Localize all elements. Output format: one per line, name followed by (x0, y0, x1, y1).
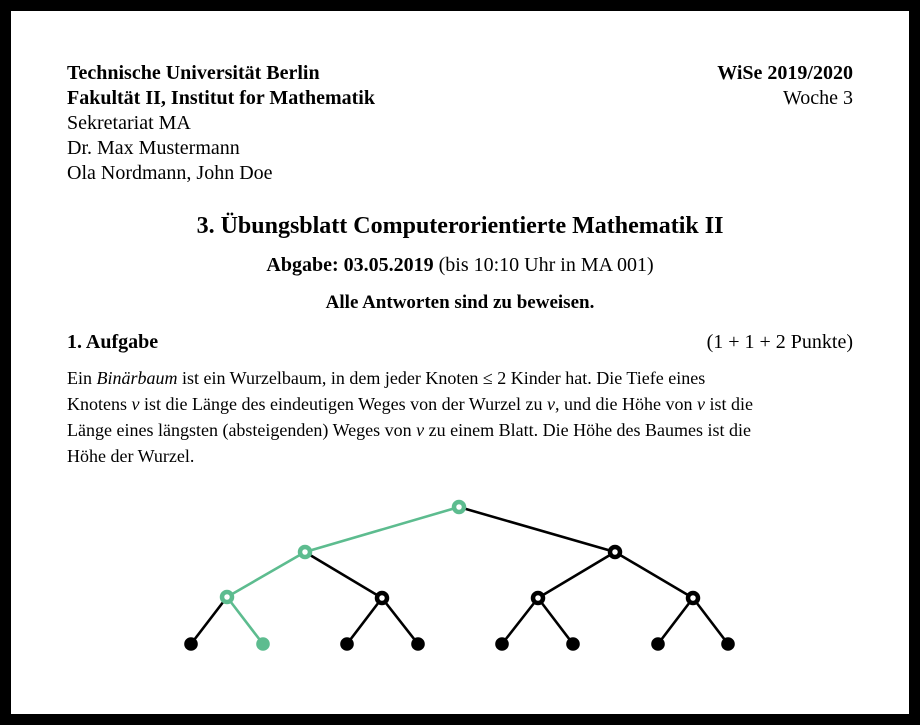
tree-node-l6 (651, 637, 665, 651)
tree-node-l1 (256, 637, 270, 651)
tree-node-n20 (222, 592, 232, 602)
text-segment: Ein (67, 368, 97, 388)
exercise-paragraph (67, 365, 853, 469)
sheet-title: 3. Übungsblatt Computerorientierte Mathematik II (196, 213, 724, 239)
week-label: Woche 3 (782, 87, 853, 109)
tree-edge-root-n10 (305, 507, 459, 552)
page-content (11, 11, 909, 661)
text-segment: ist ein Wurzelbaum, in dem jeder Knoten ≤ 2 Kinder hat. Die Tiefe eines (177, 368, 706, 388)
submission-details: (bis 10:10 Uhr in MA 001) (433, 254, 654, 276)
notice-line: Alle Antworten sind zu beweisen. (325, 292, 595, 313)
secretariat-label: Sekretariat MA (67, 112, 191, 134)
text-segment: ist die (705, 394, 754, 414)
lecturer-name: Dr. Max Mustermann (67, 137, 240, 159)
tree-node-l2 (340, 637, 354, 651)
italic-term: Binärbaum (96, 368, 178, 388)
tree-node-l4 (495, 637, 509, 651)
header-left-block (67, 61, 375, 186)
tree-node-l5 (566, 637, 580, 651)
tree-edge-root-n11 (459, 507, 615, 552)
italic-term: v (416, 420, 425, 440)
text-segment: , und die Höhe von (555, 394, 698, 414)
tree-edge-n10-n21 (305, 552, 382, 598)
text-segment: ist die Länge des eindeutigen Weges von der Wurzel zu (139, 394, 548, 414)
binary-tree-diagram (170, 489, 750, 661)
text-segment: Knotens (67, 394, 132, 414)
submission-deadline: Abgabe: 03.05.2019 (266, 254, 434, 276)
tree-node-root (454, 502, 464, 512)
institution-name: Technische Universität Berlin (67, 62, 320, 84)
tree-edge-n11-n23 (615, 552, 693, 598)
tree-edge-n20-l1 (227, 597, 263, 644)
tree-edge-n22-l4 (502, 598, 538, 644)
tree-edge-n20-l0 (191, 597, 227, 644)
tree-node-l3 (411, 637, 425, 651)
tree-edge-n21-l3 (382, 598, 418, 644)
tree-edge-n23-l6 (658, 598, 693, 644)
exercise-heading (67, 330, 853, 355)
tree-edge-n21-l2 (347, 598, 382, 644)
tree-node-n11 (610, 547, 620, 557)
paragraph-line (67, 391, 853, 417)
tree-node-n22 (533, 593, 543, 603)
submission-line (67, 253, 853, 278)
tree-node-n23 (688, 593, 698, 603)
exercise-points: (1 + 1 + 2 Punkte) (706, 331, 853, 353)
tree-node-l0 (184, 637, 198, 651)
tree-node-n10 (300, 547, 310, 557)
text-segment: Höhe der Wurzel. (67, 446, 195, 466)
assistant-names: Ola Nordmann, John Doe (67, 162, 273, 184)
paragraph-line (67, 417, 853, 443)
text-segment: zu einem Blatt. Die Höhe des Baumes ist die (424, 420, 752, 440)
tree-node-n21 (377, 593, 387, 603)
document-header (67, 61, 853, 186)
exercise-label: 1. Aufgabe (67, 331, 159, 353)
semester-label: WiSe 2019/2020 (717, 62, 853, 84)
italic-term: v (547, 394, 556, 414)
italic-term: v (131, 394, 140, 414)
text-segment: Länge eines längsten (absteigenden) Weges von (67, 420, 417, 440)
paragraph-line (67, 443, 853, 469)
tree-edge-n11-n22 (538, 552, 615, 598)
tree-edge-n23-l7 (693, 598, 728, 644)
italic-term: v (697, 394, 706, 414)
tree-edge-n10-n20 (227, 552, 305, 597)
tree-node-l7 (721, 637, 735, 651)
faculty-name: Fakultät II, Institut for Mathematik (67, 87, 375, 109)
paragraph-line (67, 365, 853, 391)
header-right-block (717, 61, 853, 186)
tree-edge-n22-l5 (538, 598, 573, 644)
